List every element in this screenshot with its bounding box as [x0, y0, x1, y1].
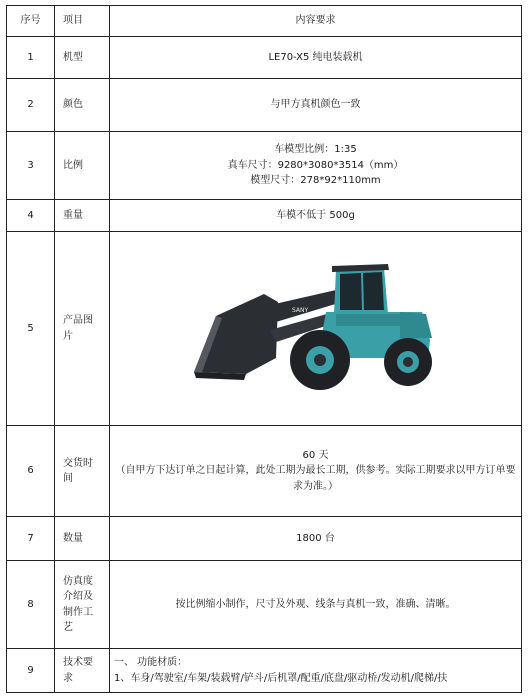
row-item: 数量 [55, 517, 110, 561]
scale-line: 车模型比例：1:35 [274, 144, 357, 156]
row-item: 产品图 片 [55, 232, 110, 426]
brand-text: SANY [291, 306, 308, 314]
row-item: 重量 [55, 200, 110, 232]
delivery-note: （自甲方下达订单之日起计算，此处工期为最长工期，供参考。实际工期要求以甲方订单要求为准。） [115, 465, 516, 492]
bucket-shape [194, 294, 278, 374]
model-size-line: 模型尺寸：278*92*110mm [250, 175, 381, 187]
delivery-days: 60 天 [302, 449, 329, 461]
product-image-cell [110, 232, 522, 426]
row-content: 1800 台 [110, 517, 522, 561]
row-no: 7 [7, 517, 55, 561]
header-item: 项目 [55, 6, 110, 37]
row-item: 机型 [55, 37, 110, 79]
table-row [7, 79, 522, 132]
row-item: 仿真度 介绍及 制作工 艺 [55, 561, 110, 649]
row-no: 9 [7, 649, 55, 693]
row-no: 5 [7, 232, 55, 426]
spec-table [6, 5, 522, 693]
table-row [7, 132, 522, 200]
header-no: 序号 [7, 6, 55, 37]
row-item: 技术要 求 [55, 649, 110, 693]
table-row [7, 649, 522, 693]
header-content: 内容要求 [110, 6, 522, 37]
row-item: 颜色 [55, 79, 110, 132]
function-material-heading: 一、 功能材质： [114, 657, 188, 668]
row-item: 交货时 间 [55, 426, 110, 517]
wheel-loader-image [186, 254, 446, 404]
row-content: 车模不低于 500g [110, 200, 522, 232]
table-row [7, 517, 522, 561]
table-row [7, 232, 522, 426]
row-content: LE70-X5 纯电装载机 [110, 37, 522, 79]
row-item: 比例 [55, 132, 110, 200]
table-row [7, 561, 522, 649]
table-header-row [7, 6, 522, 37]
row-no: 4 [7, 200, 55, 232]
table-row [7, 426, 522, 517]
row-content: 与甲方真机颜色一致 [110, 79, 522, 132]
row-content: 按比例缩小制作，尺寸及外观、线条与真机一致，准确、清晰。 [110, 561, 522, 649]
table-row [7, 200, 522, 232]
real-size-line: 真车尺寸：9280*3080*3514（mm） [227, 159, 404, 171]
row-content [110, 426, 522, 517]
row-content [110, 132, 522, 200]
row-content [110, 649, 522, 693]
row-no: 1 [7, 37, 55, 79]
row-no: 8 [7, 561, 55, 649]
row-no: 6 [7, 426, 55, 517]
row-no: 2 [7, 79, 55, 132]
table-row [7, 37, 522, 79]
row-no: 3 [7, 132, 55, 200]
function-material-item-1: 1、车身/驾驶室/车架/装载臂/铲斗/后机罩/配重/底盘/驱动桥/发动机/爬梯/扶 [114, 672, 448, 684]
